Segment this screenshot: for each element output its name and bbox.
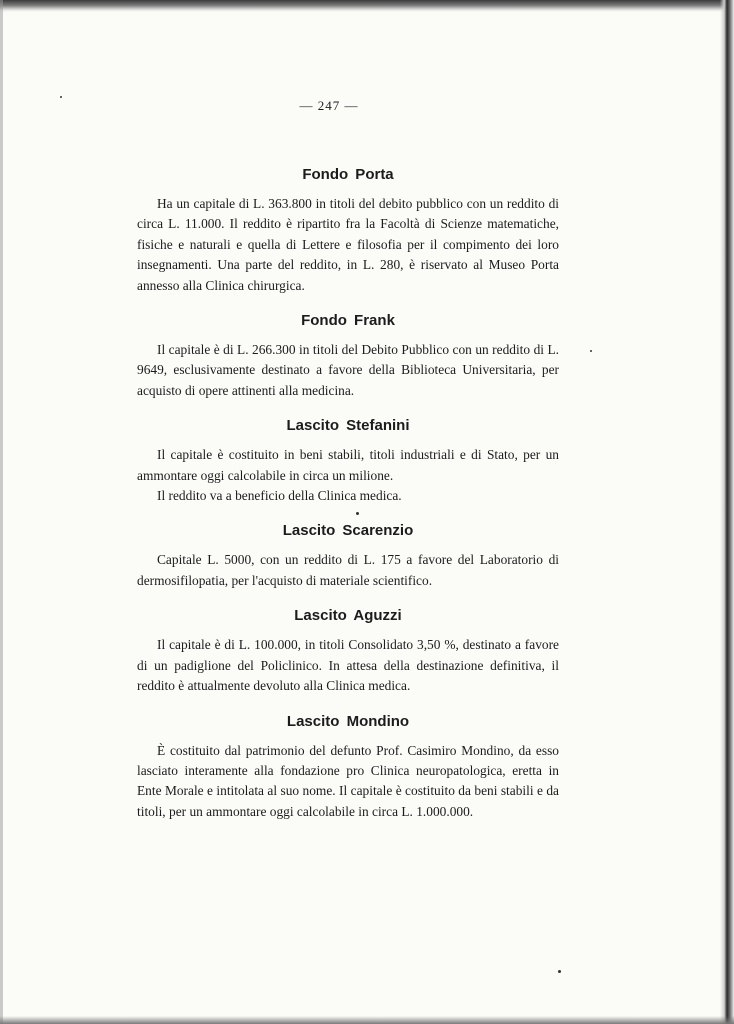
section-title: Lascito Scarenzio (282, 522, 414, 540)
page-number: — 247 — (299, 98, 359, 113)
section-paragraph: Il capitale è costituito in beni stabili, titoli industriali e di Stato, per un ammontare oggi calcolabile in circa un milione. (137, 447, 559, 483)
scan-speck (356, 512, 359, 515)
scan-speck (558, 970, 561, 973)
section-paragraph: Il capitale è di L. 100.000, in titoli Consolidato 3,50 %, destinato a favore di un padiglione del Policlinico. In attesa della destinazione definitiva, il reddito è attualmente devoluto alla Clinica medica. (137, 637, 559, 694)
section-title: Lascito Stefanini (286, 417, 410, 435)
section-fondo-frank (137, 312, 559, 401)
scan-top-edge (0, 0, 734, 12)
section-paragraph: Il reddito va a beneficio della Clinica medica. (157, 488, 402, 504)
scan-right-edge (720, 0, 734, 1024)
section-title: Lascito Aguzzi (294, 607, 402, 625)
section-paragraph: È costituito dal patrimonio del defunto Prof. Casimiro Mondino, da esso lasciato interamente alla fondazione pro Clinica neuropatologica, eretta in Ente Morale e intitolata al suo nome. Il capitale è costituito da beni stabili e da titoli, per un ammontare oggi calcolabile in circa L. 1.000.000. (137, 742, 559, 819)
section-title: Lascito Mondino (286, 712, 410, 730)
scan-left-edge (0, 0, 3, 1024)
section-lascito-mondino (137, 713, 559, 823)
section-paragraph: Ha un capitale di L. 363.800 in titoli del debito pubblico con un reddito di circa L. 11.000. Il reddito è ripartito fra la Facoltà di Scienze matematiche, fisiche e naturali e quella di Lettere e filosofia per il compimento dei loro insegnamenti. Una parte del reddito, in L. 280, è riservato al Museo Porta annesso alla Clinica chirurgica. (137, 196, 559, 293)
scan-speck (60, 96, 62, 98)
scan-speck (590, 350, 592, 352)
section-paragraph: Capitale L. 5000, con un reddito di L. 175 a favore del Laboratorio di dermosifilopatia, per l'acquisto di materiale scientifico. (137, 552, 559, 588)
section-fondo-porta (137, 166, 559, 296)
scan-bottom-edge (0, 1016, 734, 1024)
section-lascito-scarenzio (137, 522, 559, 591)
section-paragraph: Il capitale è di L. 266.300 in titoli del Debito Pubblico con un reddito di L. 9649, esclusivamente destinato a favore della Biblioteca Universitaria, per acquisto di opere attinenti alla medicina. (137, 342, 559, 398)
section-lascito-stefanini (137, 417, 559, 506)
section-title: Fondo Frank (301, 312, 395, 330)
section-lascito-aguzzi (137, 607, 559, 696)
page-body (137, 166, 559, 822)
section-title: Fondo Porta (302, 166, 394, 183)
